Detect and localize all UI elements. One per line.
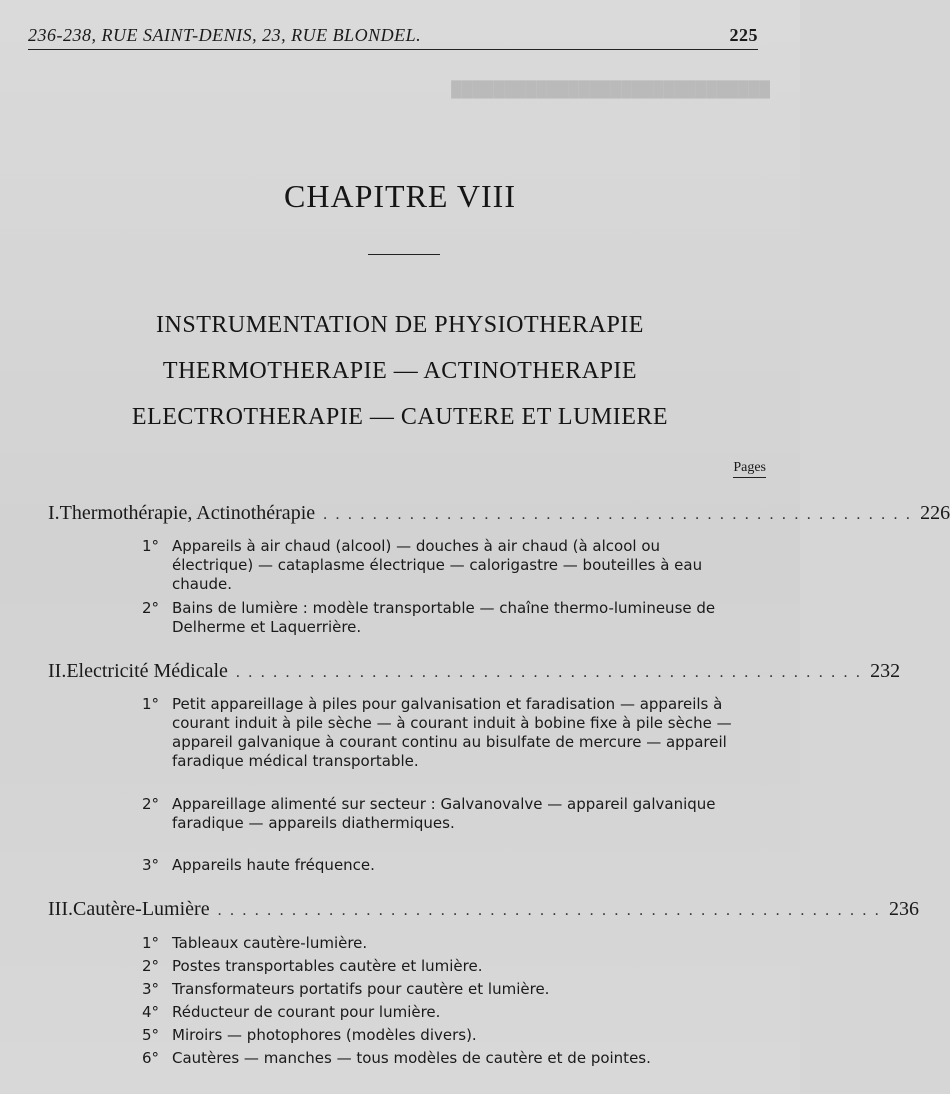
item-text: Bains de lumière : modèle transportable — chaîne thermo-lumineuse de Delherme et Laquerrière.	[172, 599, 716, 636]
running-header	[28, 24, 758, 50]
item-text: Miroirs — photophores (modèles divers).	[172, 1026, 477, 1044]
item-text: Appareils haute fréquence.	[172, 856, 375, 874]
toc-section-1	[48, 502, 950, 525]
item-text: Petit appareillage à piles pour galvanisation et faradisation — appareils à courant induit à pile sèche — à courant induit à bobine fixe à pile sèche — appareil galvanique à courant continu au bisulfate de mercure — appareil faradique médical transportable.	[172, 695, 732, 770]
item-text: Transformateurs portatifs pour cautère et lumière.	[172, 980, 550, 998]
section-number: I.	[48, 502, 60, 524]
leader-dots: . . . . . . . . . . . . . . . . . . . . . . . . . . . . . . . . . . . . . . . . . . . . . . . . . . . . . .	[217, 902, 881, 919]
item-text: Appareillage alimenté sur secteur : Galvanovalve — appareil galvanique faradique — appareils diathermiques.	[172, 795, 716, 832]
toc-item	[142, 795, 736, 833]
item-number: 3°	[142, 980, 160, 998]
toc-item	[142, 695, 736, 771]
section-page: 232	[870, 660, 901, 682]
toc-item	[142, 980, 736, 999]
toc-section-2	[48, 660, 901, 683]
title-line-3: ELECTROTHERAPIE — CAUTERE ET LUMIERE	[131, 404, 669, 430]
toc-item	[142, 599, 736, 637]
section-name: Cautère-Lumière	[72, 898, 210, 920]
item-number: 1°	[142, 695, 160, 713]
item-number: 1°	[142, 934, 160, 952]
title-line-1: INSTRUMENTATION DE PHYSIOTHERAPIE	[156, 312, 644, 338]
item-text: Tableaux cautère-lumière.	[172, 934, 368, 952]
toc-item	[142, 934, 736, 953]
item-number: 2°	[142, 795, 160, 813]
section-page: 226	[920, 502, 950, 524]
item-text: Postes transportables cautère et lumière.	[172, 957, 483, 975]
item-number: 2°	[142, 599, 160, 617]
chapter-heading: CHAPITRE VIII	[284, 178, 516, 214]
item-number: 2°	[142, 957, 160, 975]
section-number: II.	[48, 660, 67, 682]
title-line-2: THERMOTHERAPIE — ACTINOTHERAPIE	[162, 358, 638, 384]
toc-item	[142, 957, 736, 976]
toc-section-3	[48, 898, 919, 921]
toc-item	[142, 856, 736, 875]
section-name: Thermothérapie, Actinothérapie	[59, 502, 316, 524]
leader-dots: . . . . . . . . . . . . . . . . . . . . . . . . . . . . . . . . . . . . . . . . . . . . . . . . . . .	[235, 664, 863, 681]
section-number: III.	[48, 898, 73, 920]
show-through-texture: ██████████████████████████████	[451, 82, 770, 98]
item-number: 3°	[142, 856, 160, 874]
item-text: Cautères — manches — tous modèles de cautère et de pointes.	[172, 1049, 651, 1067]
item-text: Réducteur de courant pour lumière.	[172, 1003, 441, 1021]
toc-item	[142, 1049, 736, 1068]
toc-item	[142, 1026, 736, 1045]
item-number: 6°	[142, 1049, 160, 1067]
pages-column-label: Pages	[733, 460, 766, 478]
item-number: 1°	[142, 537, 160, 555]
section-name: Electricité Médicale	[66, 660, 228, 682]
page-number: 225	[729, 25, 758, 45]
running-title: 236-238, RUE SAINT-DENIS, 23, RUE BLONDEL.	[28, 25, 422, 45]
divider	[368, 254, 440, 255]
toc-item	[142, 537, 736, 594]
section-page: 236	[888, 898, 919, 920]
item-text: Appareils à air chaud (alcool) — douches à air chaud (à alcool ou électrique) — cataplasme électrique — calorigastre — bouteilles à eau chaude.	[172, 537, 703, 593]
leader-dots: . . . . . . . . . . . . . . . . . . . . . . . . . . . . . . . . . . . . . . . . . . . . . . . .	[323, 506, 913, 523]
toc-item	[142, 1003, 736, 1022]
item-number: 5°	[142, 1026, 160, 1044]
item-number: 4°	[142, 1003, 160, 1021]
